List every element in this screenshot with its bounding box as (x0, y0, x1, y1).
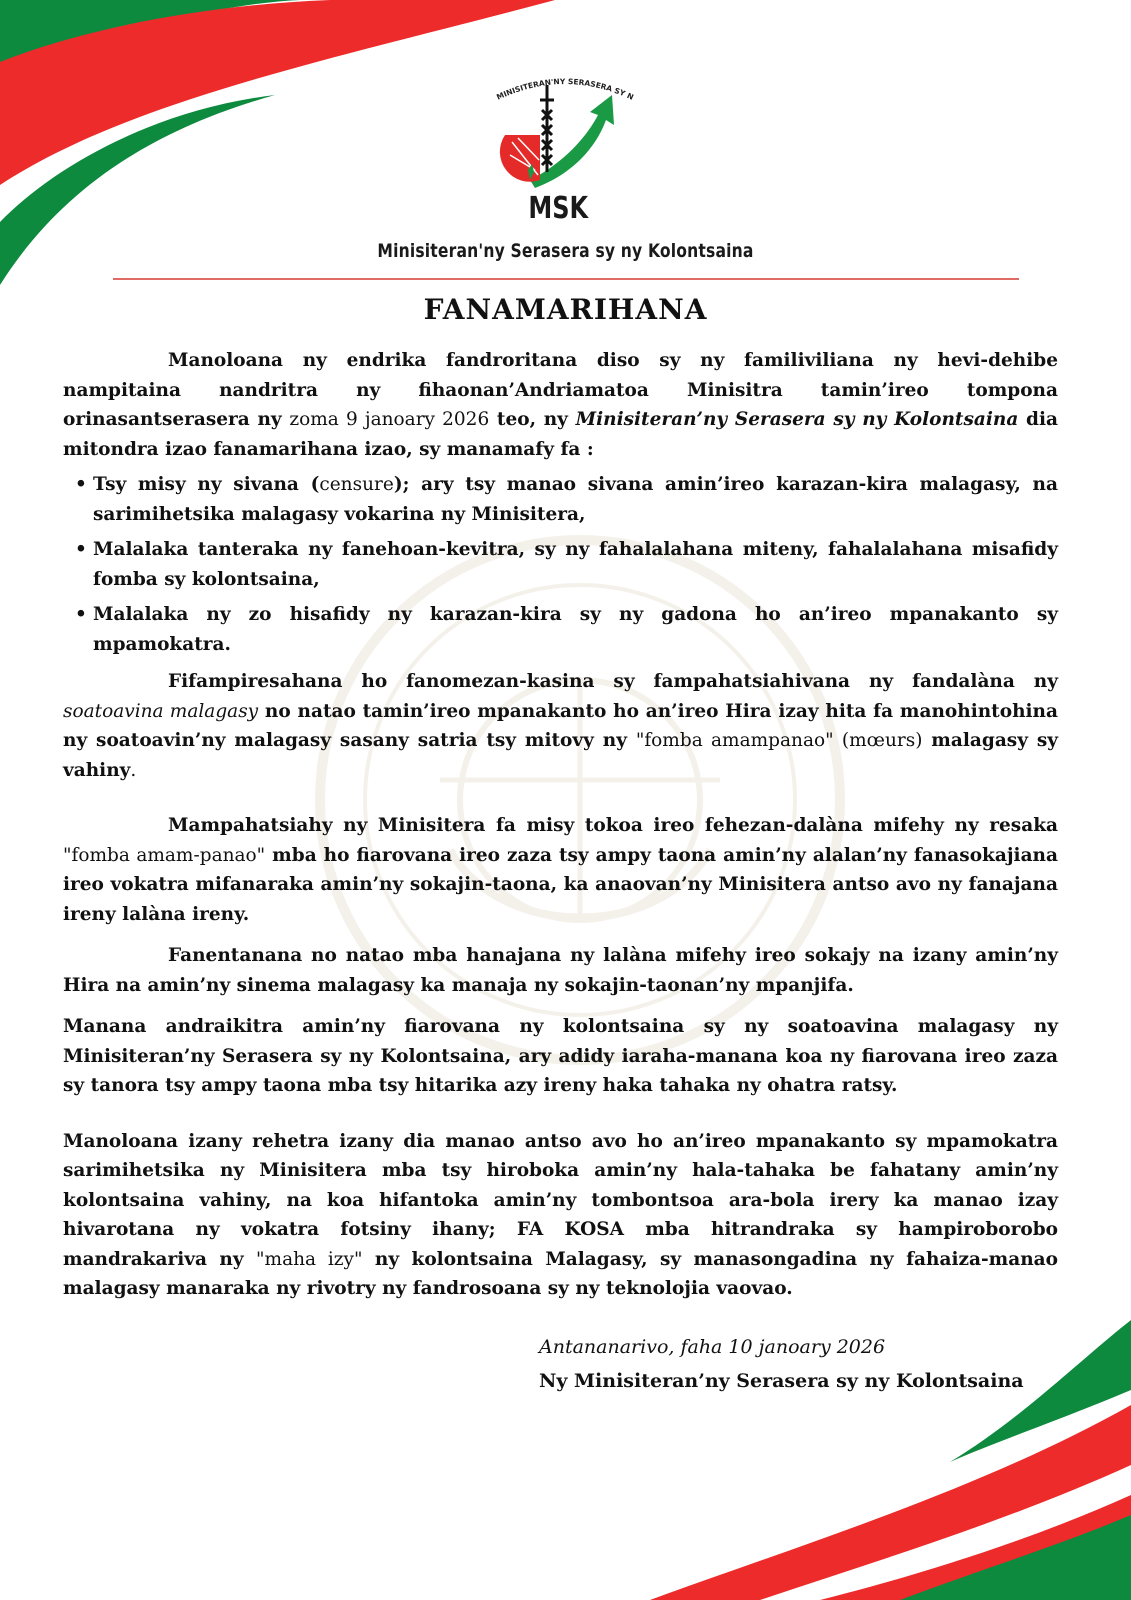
header-divider (113, 278, 1019, 280)
svg-text:MINISITERAN'NY SERASERA SY NY (490, 70, 635, 102)
ministry-name-heading: Minisiteran'ny Serasera sy ny Kolontsaina (377, 240, 754, 262)
list-item: • Tsy misy ny sivana (censure); ary tsy manao sivana amin’ireo karazan-kira malagasy, na sarimihetsika malagasy vokarina ny Minisitera, (63, 470, 1058, 529)
ministry-logo (490, 70, 640, 235)
paragraph-appeal: Manoloana izany rehetra izany dia manao antso avo ho an’ireo mpanakanto sy mpamokatra sarimihetsika ny Minisitera mba tsy hiroboka amin’ny hala-tahaka be fahatany amin’ny kolontsaina vahiny, na koa hifantoka amin’ny tombontsoa ara-bola irery ka manao izay hivarotana ny vokatra fotsiny ihany; FA KOSA mba hitrandraka sy hampiroborobo mandrakariva ny "maha izy" ny kolontsaina Malagasy, sy manasongadina ny fahaiza-manao malagasy manaraka ny rivotry ny fandrosoana sy ny teknolojia vaovao. (63, 1130, 1058, 1299)
antenna-tower-icon (540, 85, 554, 172)
paragraph-dialogue: Fifampiresahana ho fanomezan-kasina sy fampahatsiahivana ny fandalàna ny soatoavina malagasy no natao tamin’ireo mpanakanto ho an’ireo Hira izay hita fa manohintohina ny soatoavin’ny malagasy sasany satria tsy mitovy ny "fomba amampanao" (mœurs) malagasy sy vahiny. (63, 671, 1058, 781)
logo-acronym: MSK (528, 191, 589, 226)
logo-arc-text: MINISITERAN'NY SERASERA SY N (495, 76, 635, 102)
list-item: • Malalaka tanteraka ny fanehoan-kevitra, sy ny fahalalahana miteny, fahalalahana misafidy fomba sy kolontsaina, (63, 535, 1058, 594)
signature-block (539, 1330, 1059, 1398)
paragraph-intro: Manoloana ny endrika fandroritana diso sy ny familiviliana ny hevi-dehibe nampitaina nandritra ny fihaonan’Andriamatoa Minisitra tamin’ireo tompona orinasantserasera ny zoma 9 janoary 2026 teo, ny Minisiteran’ny Serasera sy ny Kolontsaina dia mitondra izao fanamarihana izao, sy manamafy fa : (63, 350, 1058, 460)
paragraph-responsibility: Manana andraikitra amin’ny fiarovana ny kolontsaina sy ny soatoavina malagasy ny Minisiteran’ny Serasera sy ny Kolontsaina, ary adidy iaraha-manana koa ny fiarovana ireo zaza sy tanora tsy ampy taona mba tsy hitarika azy ireny haka tahaka ny ohatra ratsy. (63, 1016, 1058, 1096)
satellite-dish-icon (500, 135, 540, 182)
document-title: FANAMARIHANA (423, 293, 708, 326)
paragraph-awareness: Fanentanana no natao mba hanajana ny lalàna mifehy ireo sokajy na izany amin’ny Hira na amin’ny sinema malagasy ka manaja ny sokajin-taonan’ny mpanjifa. (63, 945, 1058, 996)
statement-list (63, 470, 1058, 659)
signatory: Ny Minisiteran’ny Serasera sy ny Kolontsaina (539, 1370, 1024, 1392)
document-body (63, 346, 1058, 1304)
list-item: • Malalaka ny zo hisafidy ny karazan-kira sy ny gadona ho an’ireo mpanakanto sy mpamokatra. (63, 600, 1058, 659)
paragraph-reminder: Mampahatsiahy ny Minisitera fa misy tokoa ireo fehezan-dalàna mifehy ny resaka "fomba amam-panao" mba ho fiarovana ireo zaza tsy ampy taona amin’ny alalan’ny fanasokajiana ireo vokatra mifanaraka amin’ny sokajin-taona, ka anaovan’ny Minisitera antso avo ny fanajana ireny lalàna ireny. (63, 815, 1058, 925)
place-date: Antananarivo, faha 10 janoary 2026 (539, 1336, 886, 1358)
